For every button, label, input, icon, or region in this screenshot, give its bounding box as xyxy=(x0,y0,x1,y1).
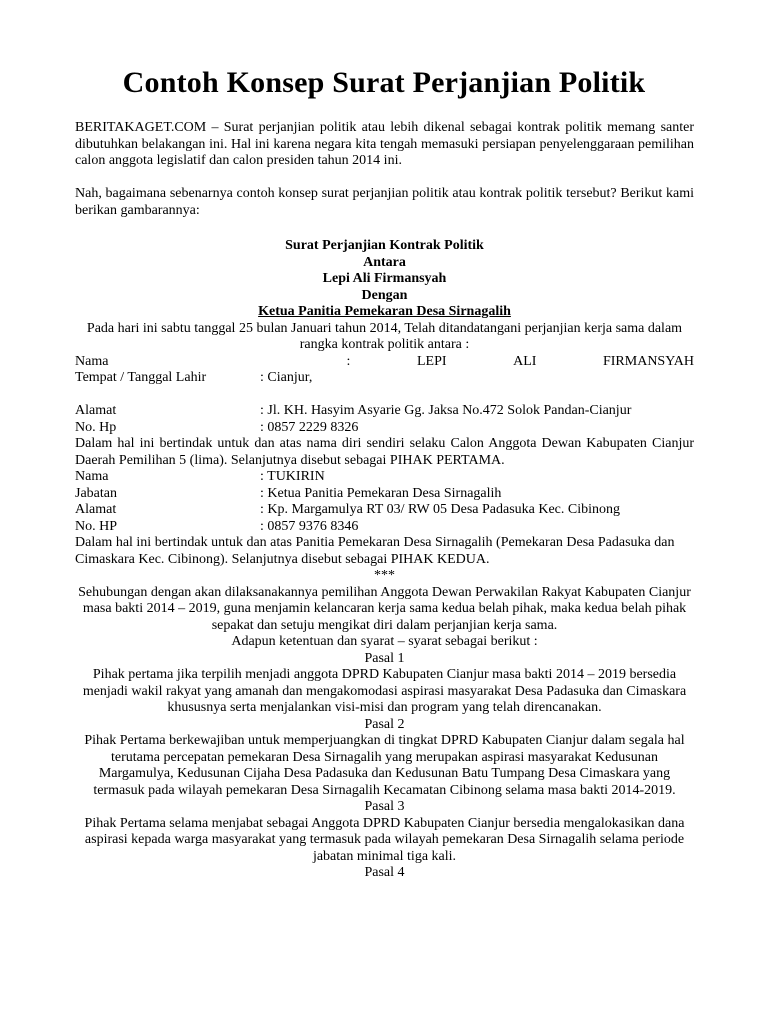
intro-paragraph-1: BERITAKAGET.COM – Surat perjanjian politik atau lebih dikenal sebagai kontrak politik memang santer dibutuhkan belakangan ini. Hal ini karena negara kita tengah memasuki persiapan penyelenggaraan pemilihan calon anggota legislatif dan calon presiden tahun 2014 ini. xyxy=(75,120,694,168)
intro-paragraph-2: Nah, bagaimana sebenarnya contoh konsep surat perjanjian politik atau kontrak politik tersebut? Berikut kami berikan gambarannya: xyxy=(75,186,694,218)
field-label: Alamat xyxy=(75,502,117,517)
letter-heading-party2: Ketua Panitia Pemekaran Desa Sirnagalih xyxy=(258,304,511,319)
party2-position-row xyxy=(75,486,694,503)
article-3-text: Pihak Pertama selama menjabat sebagai Anggota DPRD Kabupaten Cianjur bersedia mengalokasikan dana aspirasi kepada warga masyarakat yang termasuk pada wilayah pemekaran Desa Sirnagalih selama periode jabatan minimal tiga kali. xyxy=(84,815,685,864)
article-3-title: Pasal 3 xyxy=(364,799,405,814)
letter-heading-title: Surat Perjanjian Kontrak Politik xyxy=(285,238,484,253)
field-label: Tempat / Tanggal Lahir xyxy=(75,370,207,385)
field-label: No. Hp xyxy=(75,419,117,435)
field-value xyxy=(260,354,694,371)
letter-opening: Pada hari ini sabtu tanggal 25 bulan Januari tahun 2014, Telah ditandatangani perjanjian kerja sama dalam rangka kontrak politik antara : xyxy=(86,320,683,352)
article-2-title: Pasal 2 xyxy=(364,716,405,732)
party2-address-row xyxy=(75,502,694,519)
letter-heading-with: Dengan xyxy=(361,287,408,303)
field-label: Alamat xyxy=(75,403,117,418)
letter-heading-party1: Lepi Ali Firmansyah xyxy=(322,271,447,286)
party1-name-row xyxy=(75,354,694,371)
party1-statement: Dalam hal ini bertindak untuk dan atas nama diri sendiri selaku Calon Anggota Dewan Kabupaten Cianjur Daerah Pemilihan 5 (lima). Selanjutnya disebut sebagai PIHAK PERTAMA. xyxy=(75,436,694,468)
field-value: : Cianjur, xyxy=(260,370,313,385)
letter-body xyxy=(75,238,694,882)
field-label: Nama xyxy=(75,469,109,484)
field-value: : 0857 2229 8326 xyxy=(260,419,359,435)
section-separator: *** xyxy=(374,568,395,583)
field-value: : 0857 9376 8346 xyxy=(260,518,359,534)
party1-birth-row xyxy=(75,370,694,387)
party2-phone-row xyxy=(75,519,694,536)
name-word: FIRMANSYAH xyxy=(602,353,694,369)
name-word: LEPI xyxy=(416,353,447,369)
article-1-text: Pihak pertama jika terpilih menjadi anggota DPRD Kabupaten Cianjur masa bakti 2014 – 2019 bersedia menjadi wakil rakyat yang amanah dan mengakomodasi aspirasi masyarakat Desa Padasuka dan Cimaskara khususnya serta menjalankan visi-misi dan program yang telah direncanakan. xyxy=(82,667,687,715)
name-word: ALI xyxy=(513,353,537,369)
field-value: : Kp. Margamulya RT 03/ RW 05 Desa Padasuka Kec. Cibinong xyxy=(260,502,621,517)
field-value: : TUKIRIN xyxy=(260,469,325,484)
field-value: : Ketua Panitia Pemekaran Desa Sirnagalih xyxy=(260,485,502,501)
field-label: No. HP xyxy=(75,518,118,534)
party2-statement: Dalam hal ini bertindak untuk dan atas Panitia Pemekaran Desa Sirnagalih (Pemekaran Desa Padasuka dan Cimaskara Kec. Cibinong). Selanjutnya disebut sebagai PIHAK KEDUA. xyxy=(75,535,675,567)
terms-intro: Adapun ketentuan dan syarat – syarat sebagai berikut : xyxy=(231,634,538,649)
article-1-title: Pasal 1 xyxy=(364,650,405,666)
letter-heading-between: Antara xyxy=(363,254,406,270)
party1-address-row xyxy=(75,403,694,420)
field-colon: : xyxy=(346,353,351,369)
article-2-text: Pihak Pertama berkewajiban untuk memperjuangkan di tingkat DPRD Kabupaten Cianjur dalam segala hal terutama percepatan pemekaran Desa Sirnagalih yang merupakan aspirasi masyarakat Kedusunan Margamulya, Kedusunan Cijaha Desa Padasuka dan Kedusunan Batu Tumpang Desa Cimaskara yang termasuk pada wilayah pemekaran Desa Sirnagalih Kecamatan Cibinong selama masa bakti 2014-2019. xyxy=(84,733,685,798)
field-label: Nama xyxy=(75,353,109,369)
field-value: : Jl. KH. Hasyim Asyarie Gg. Jaksa No.472 Solok Pandan-Cianjur xyxy=(260,403,632,418)
article-4-title: Pasal 4 xyxy=(364,865,405,880)
page-title: Contoh Konsep Surat Perjanjian Politik xyxy=(122,66,646,99)
party2-name-row xyxy=(75,469,694,486)
field-label: Jabatan xyxy=(75,485,117,501)
letter-preamble: Sehubungan dengan akan dilaksanakannya pemilihan Anggota Dewan Perwakilan Rakyat Kabupaten Cianjur masa bakti 2014 – 2019, guna menjamin kelancaran kerja sama kedua belah pihak, maka kedua belah pihak sepakat dan setuju mengikat diri dalam perjanjian kerja sama. xyxy=(78,584,691,633)
party1-phone-row xyxy=(75,420,694,437)
